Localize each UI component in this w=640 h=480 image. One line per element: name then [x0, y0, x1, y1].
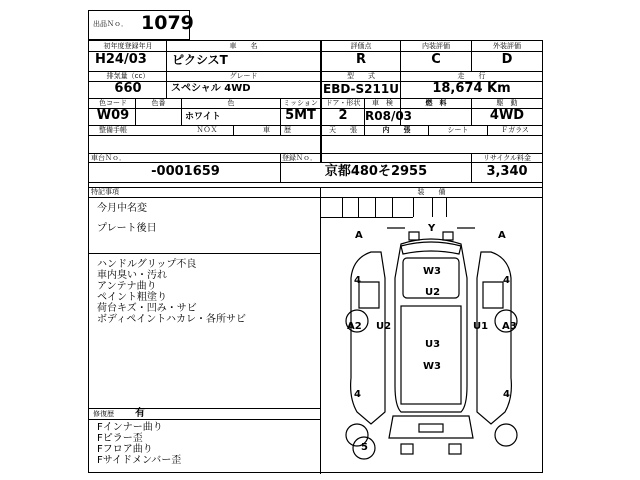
remark-line: ハンドルグリップ不良: [97, 259, 197, 270]
label-model-name: 車 名: [229, 42, 258, 50]
mark-u3: U3: [425, 339, 441, 350]
label-exterior: 外装評価: [493, 42, 521, 50]
mark-spare-wheel: 5: [361, 442, 368, 453]
value-color: ホワイト: [185, 112, 221, 122]
lot-number: 1079: [141, 12, 194, 34]
value-interior: C: [431, 52, 441, 67]
rear-bumper: [389, 416, 473, 438]
mark-w3-top: W3: [423, 266, 441, 277]
mark-wheel-front-right: 4: [503, 275, 510, 286]
value-model-code: EBD-S211U: [323, 82, 399, 96]
repair-line: Fインナー曲り: [97, 422, 163, 433]
value-displacement: 660: [114, 81, 142, 96]
mark-y-top: Y: [428, 223, 436, 234]
label-equipment: 装 備: [417, 188, 446, 196]
value-drive: 4WD: [489, 108, 525, 123]
label-fglass: Ｆガラス: [501, 126, 529, 134]
remark-line: プレート後日: [97, 223, 157, 234]
label-interior: 内装評価: [422, 42, 450, 50]
value-model-name: ピクシスT: [172, 53, 228, 67]
label-drive: 駆 動: [496, 99, 518, 107]
label-fuel: 燃 料: [425, 99, 447, 107]
truck-cab-outline: [395, 239, 467, 412]
lot-label: 出品Ｎｏ．: [93, 20, 128, 28]
label-transmission: ミッション: [283, 99, 318, 107]
label-displacement: 排気量（cc）: [106, 72, 150, 80]
mark-a3: A3: [502, 321, 517, 332]
value-transmission: 5MT: [285, 108, 316, 123]
remark-line: ペイント粗塗り: [97, 292, 167, 303]
value-exterior: D: [501, 52, 513, 67]
truck-windshield: [401, 242, 461, 254]
repair-line: Fピラー歪: [97, 433, 143, 444]
mark-u1: U1: [473, 321, 489, 332]
value-recycle: 3,340: [486, 164, 528, 179]
remark-line: アンテナ曲り: [97, 281, 157, 292]
value-first-reg: H24/03: [95, 52, 147, 67]
value-chassis: -0001659: [151, 164, 220, 179]
label-seat: シート: [447, 126, 469, 134]
label-inspection: 車 検: [372, 99, 393, 107]
label-plate: 登録Ｎｏ．: [282, 154, 317, 162]
label-score: 評価点: [350, 42, 372, 50]
label-repair: 修復歴: [93, 410, 114, 418]
label-mileage: 走 行: [457, 72, 486, 80]
label-doors: ドア・形状: [325, 99, 361, 107]
wheel-rear-right-circle: [495, 424, 517, 446]
label-history: 車 歴: [263, 126, 291, 134]
value-repair: 有: [135, 408, 145, 419]
mark-u2-top: U2: [425, 287, 441, 298]
value-score: R: [355, 52, 366, 67]
mark-wheel-front-left: 4: [354, 275, 361, 286]
repair-line: Fサイドメンバー歪: [97, 455, 182, 466]
inspection-sheet: [88, 40, 543, 473]
value-color-code: W09: [96, 108, 130, 123]
label-color-code: 色コード: [99, 99, 127, 107]
value-plate: 京都480そ2955: [324, 164, 428, 179]
label-model-code: 型 式: [347, 72, 375, 80]
value-doors: 2: [338, 108, 348, 123]
remark-line: 今月中名変: [97, 203, 147, 214]
label-grade: グレード: [229, 72, 258, 80]
label-nox: ＮＯＸ: [196, 126, 218, 134]
repair-line: Fフロア曲り: [97, 444, 153, 455]
label-color: 色: [227, 99, 235, 107]
remark-line: 荷台キズ・凹み・サビ: [97, 303, 197, 314]
mark-w3-bottom: W3: [423, 361, 441, 372]
label-interior-trim: 内 張: [382, 126, 411, 134]
mark-a2: A2: [347, 321, 362, 332]
label-sunroof: 天 張: [329, 126, 357, 134]
value-grade: スペシャル 4WD: [171, 83, 251, 94]
mark-wheel-rear-left: 4: [354, 389, 361, 400]
remark-line: ボディペイントハカレ・各所サビ: [97, 314, 246, 325]
mark-a-right: A: [498, 230, 506, 241]
label-maint: 整備手帳: [99, 126, 127, 134]
lot-number-box: [88, 10, 194, 40]
label-color-no: 色番: [151, 99, 166, 107]
mark-wheel-rear-right: 4: [503, 389, 510, 400]
mark-u2-left: U2: [376, 321, 392, 332]
value-inspection: R08/03: [365, 109, 413, 123]
label-recycle: リサイクル料金: [482, 154, 532, 162]
label-remarks: 特記事項: [91, 188, 119, 196]
mark-a-left: A: [355, 230, 363, 241]
label-first-reg: 初年度登録年月: [103, 42, 153, 50]
label-chassis: 車台Ｎｏ．: [91, 154, 126, 162]
remark-line: 車内臭い・汚れ: [97, 270, 167, 281]
value-mileage: 18,674 Km: [432, 81, 511, 96]
truck-bed: [401, 306, 461, 404]
